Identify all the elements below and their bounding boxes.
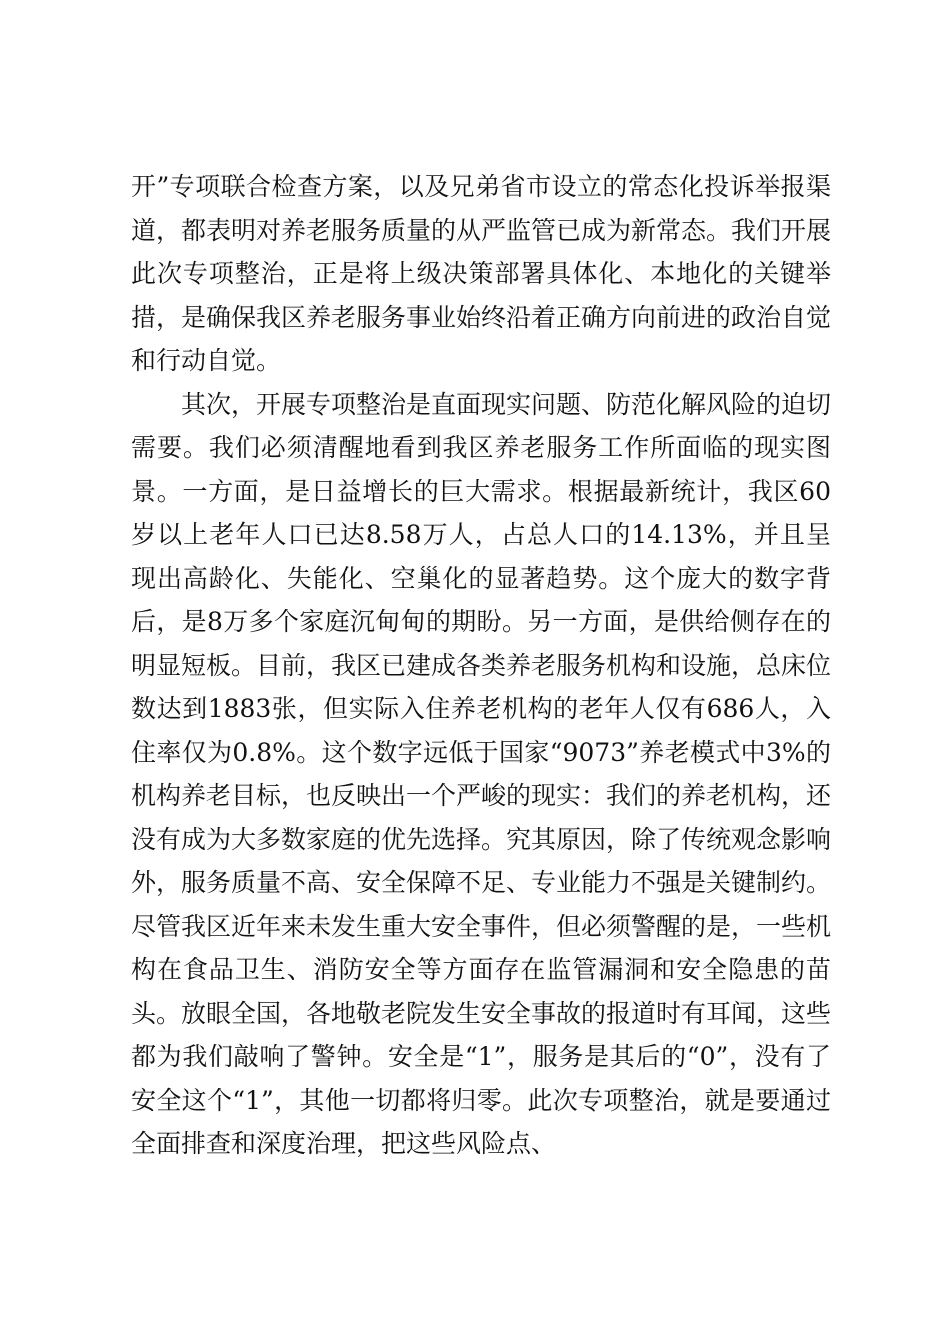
body-text	[131, 165, 831, 1166]
paragraph-continuation: 开”专项联合检查方案，以及兄弟省市设立的常态化投诉举报渠道，都表明对养老服务质量的从严监管已成为新常态。我们开展此次专项整治，正是将上级决策部署具体化、本地化的关键举措，是确保我区养老服务事业始终沿着正确方向前进的政治自觉和行动自觉。	[131, 172, 832, 375]
paragraph-second-point: 其次，开展专项整治是直面现实问题、防范化解风险的迫切需要。我们必须清醒地看到我区养老服务工作所面临的现实图景。一方面，是日益增长的巨大需求。根据最新统计，我区60岁以上老年人口已达8.58万人，占总人口的14.13%，并且呈现出高龄化、失能化、空巢化的显著趋势。这个庞大的数字背后，是8万多个家庭沉甸甸的期盼。另一方面，是供给侧存在的明显短板。目前，我区已建成各类养老服务机构和设施，总床位数达到1883张，但实际入住养老机构的老年人仅有686人，入住率仅为0.8%。这个数字远低于国家“9073”养老模式中3%的机构养老目标，也反映出一个严峻的现实：我们的养老机构，还没有成为大多数家庭的优先选择。究其原因，除了传统观念影响外，服务质量不高、安全保障不足、专业能力不强是关键制约。尽管我区近年来未发生重大安全事件，但必须警醒的是，一些机构在食品卫生、消防安全等方面存在监管漏洞和安全隐患的苗头。放眼全国，各地敬老院发生安全事故的报道时有耳闻，这些都为我们敲响了警钟。安全是“1”，服务是其后的“0”，没有了安全这个“1”，其他一切都将归零。此次专项整治，就是要通过全面排查和深度治理，把这些风险点、	[131, 389, 832, 1158]
